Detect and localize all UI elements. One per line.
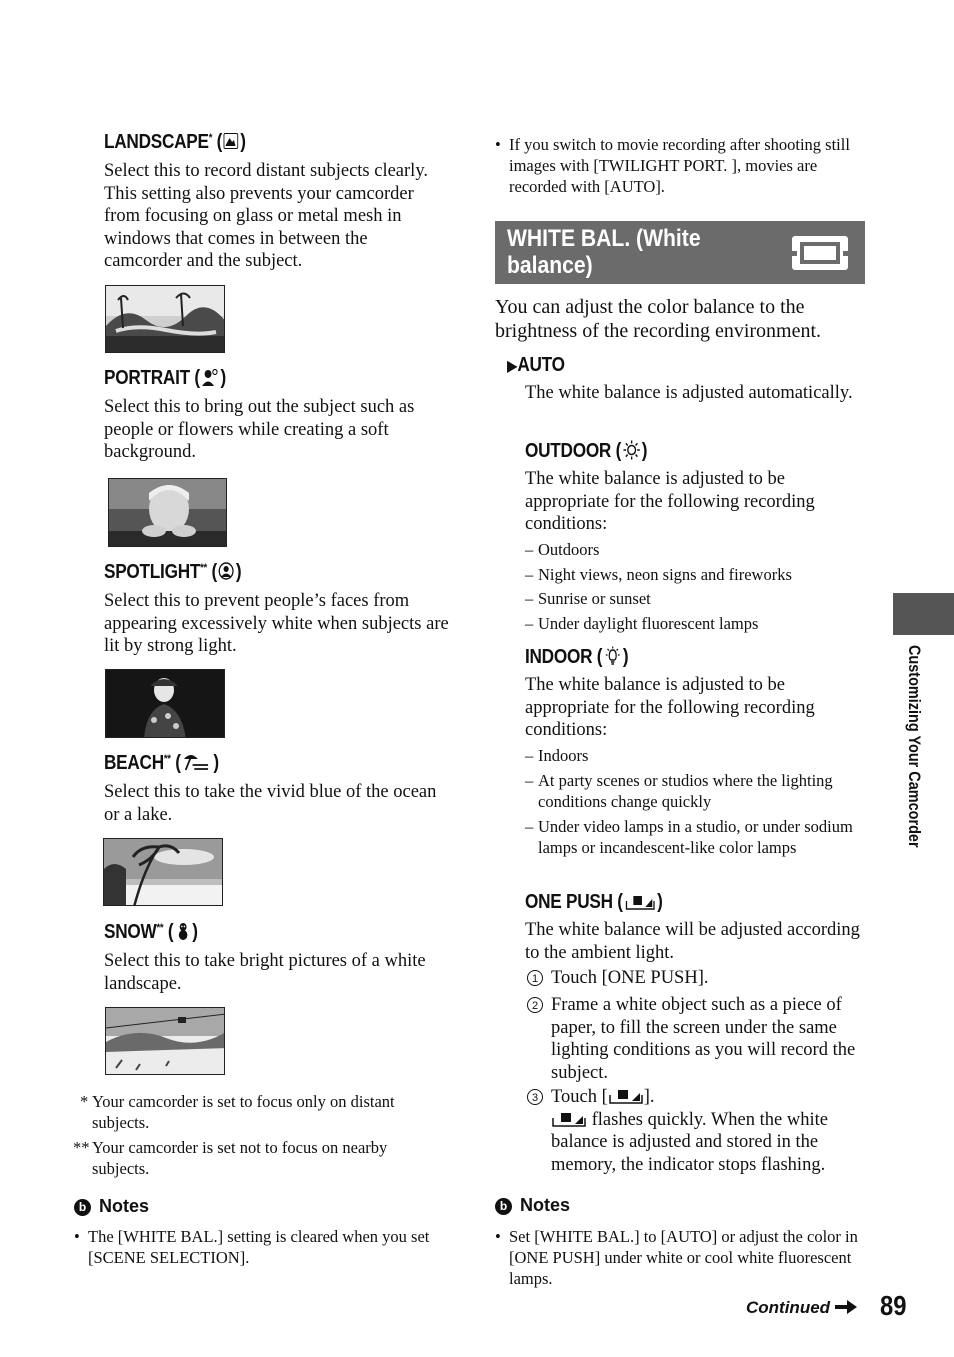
footnote-2: Your camcorder is set not to focus on nearby subjects. [92,1138,388,1178]
spotlight-photo [105,669,225,738]
snowman-icon [175,922,190,943]
beach-desc: Select this to take the vivid blue of the ocean or a lake. [104,782,437,825]
default-arrow-icon: ▶ [507,358,518,375]
chapter-label [906,645,926,895]
left-note-bullet: • [74,1227,80,1246]
landscape-icon [224,133,239,149]
step-text-2: Frame a white object such as a piece of paper, to fill the screen under the same lighting conditions as you will record the subject. [551,995,856,1083]
onepush-heading: ONE PUSH ( ) [525,891,663,913]
indoor-item-text: At party scenes or studios where the lighting conditions change quickly [538,771,833,811]
left-notes-title: Notes [99,1196,150,1216]
indoor-desc: The white balance is adjusted to be appropriate for the following recording conditions: [525,675,815,740]
step-3-text-a: Touch [ [551,1087,608,1107]
auto-desc: The white balance is adjusted automatically. [525,383,853,403]
notes-icon: b [74,1199,91,1216]
snow-desc: Select this to take bright pictures of a white landscape. [104,951,426,994]
spotlight-mark: ** [200,562,207,574]
landscape-desc: Select this to record distant subjects clearly. This setting also prevents your camcorder from focusing on glass or metal mesh in windows that comes in between the camcorder and the subject. [104,161,428,271]
left-notes-heading [74,1196,149,1217]
onepush-step-3 [527,1086,867,1181]
one-push-icon [625,893,656,913]
footnote-mark-1: * [80,1092,89,1111]
step-number-1: 1 [527,970,543,986]
right-note-bullet: • [495,1227,501,1246]
outdoor-heading: OUTDOOR ( ) [525,440,648,462]
spotlight-title: SPOTLIGHT [104,561,201,583]
chapter-tab [893,593,954,635]
footnote-1: Your camcorder is set to focus only on distant subjects. [92,1092,395,1132]
beach-photo [103,838,223,906]
snow-title: SNOW [104,921,157,943]
one-push-icon [608,1087,644,1105]
auto-heading [507,354,565,377]
outdoor-desc: The white balance is adjusted to be appropriate for the following recording conditions: [525,469,815,534]
step-3-text-b: ]. [643,1087,655,1107]
beach-title: BEACH [104,752,164,774]
outdoor-item-text: Outdoors [538,540,600,559]
landscape-title: LANDSCAPE [104,131,209,153]
light-bulb-icon [604,646,621,668]
onepush-step-2 [527,994,867,1086]
onepush-step-1 [527,967,867,991]
snow-mark: ** [156,922,164,934]
chapter-label-text: Customizing Your Camcorder [905,645,924,848]
step-number-2: 2 [527,997,543,1013]
continued-text: Continued [746,1298,831,1317]
landscape-mark: * [208,132,213,144]
indoor-title: INDOOR [525,646,593,668]
landscape-heading: LANDSCAPE* ( ) [104,131,246,153]
spotlight-desc: Select this to prevent people’s faces from appearing excessively white when subjects are lit by strong light. [104,591,449,656]
spotlight-heading: SPOTLIGHT** ( ) [104,561,242,583]
indoor-item-text: Indoors [538,746,589,765]
step-text-3 [551,1086,866,1176]
onepush-title: ONE PUSH [525,891,613,913]
indoor-item-text: Under video lamps in a studio, or under sodium lamps or incandescent-like color lamps [538,817,853,857]
one-push-indicator-icon [551,1110,587,1128]
auto-title: AUTO [517,354,565,376]
right-notes-heading [495,1195,570,1216]
onepush-desc: The white balance will be adjusted according to the ambient light. [525,920,860,963]
right-notes-title: Notes [520,1195,571,1215]
spotlight-icon [219,562,234,583]
banner-title: WHITE BAL. (White balance) [507,225,701,279]
outdoor-item-text: Under daylight fluorescent lamps [538,614,759,633]
left-note-1: The [WHITE BAL.] setting is cleared when you set [SCENE SELECTION]. [88,1227,430,1267]
movie-mode-icon [791,235,849,271]
arrow-right-icon [835,1300,857,1314]
continued-label [746,1298,857,1318]
landscape-photo [105,285,225,353]
top-note-bullet: • [495,135,501,154]
right-note-1: Set [WHITE BAL.] to [AUTO] or adjust the color in [ONE PUSH] under white or cool white fluorescent lamps. [509,1227,858,1288]
portrait-photo [108,478,227,547]
top-note: If you switch to movie recording after shooting still images with [TWILIGHT PORT. ], movies are recorded with [AUTO]. [509,135,850,196]
sun-icon [623,440,640,462]
section-banner [495,221,865,284]
page-number: 89 [880,1290,907,1321]
notes-icon: b [495,1198,512,1215]
portrait-icon [202,368,219,389]
beach-mark: ** [163,753,171,765]
snow-photo [105,1007,225,1075]
portrait-desc: Select this to bring out the subject such as people or flowers while creating a soft background. [104,397,415,462]
outdoor-item-text: Night views, neon signs and fireworks [538,565,792,584]
footnote-mark-2: ** [73,1138,90,1157]
intro-text: You can adjust the color balance to the brightness of the recording environment. [495,296,822,342]
portrait-heading: PORTRAIT ( ) [104,367,226,389]
beach-heading: BEACH** ( ) [104,752,219,774]
outdoor-item-text: Sunrise or sunset [538,589,651,608]
outdoor-title: OUTDOOR [525,440,612,462]
step-number-3: 3 [527,1089,543,1105]
step-text-1: Touch [ONE PUSH]. [551,968,709,988]
indoor-heading: INDOOR ( ) [525,646,629,668]
step-3-text-c: flashes quickly. When the white balance is adjusted and stored in the memory, the indicator stops flashing. [551,1109,828,1175]
beach-icon [182,753,211,774]
snow-heading: SNOW** ( ) [104,921,198,943]
portrait-title: PORTRAIT [104,367,190,389]
